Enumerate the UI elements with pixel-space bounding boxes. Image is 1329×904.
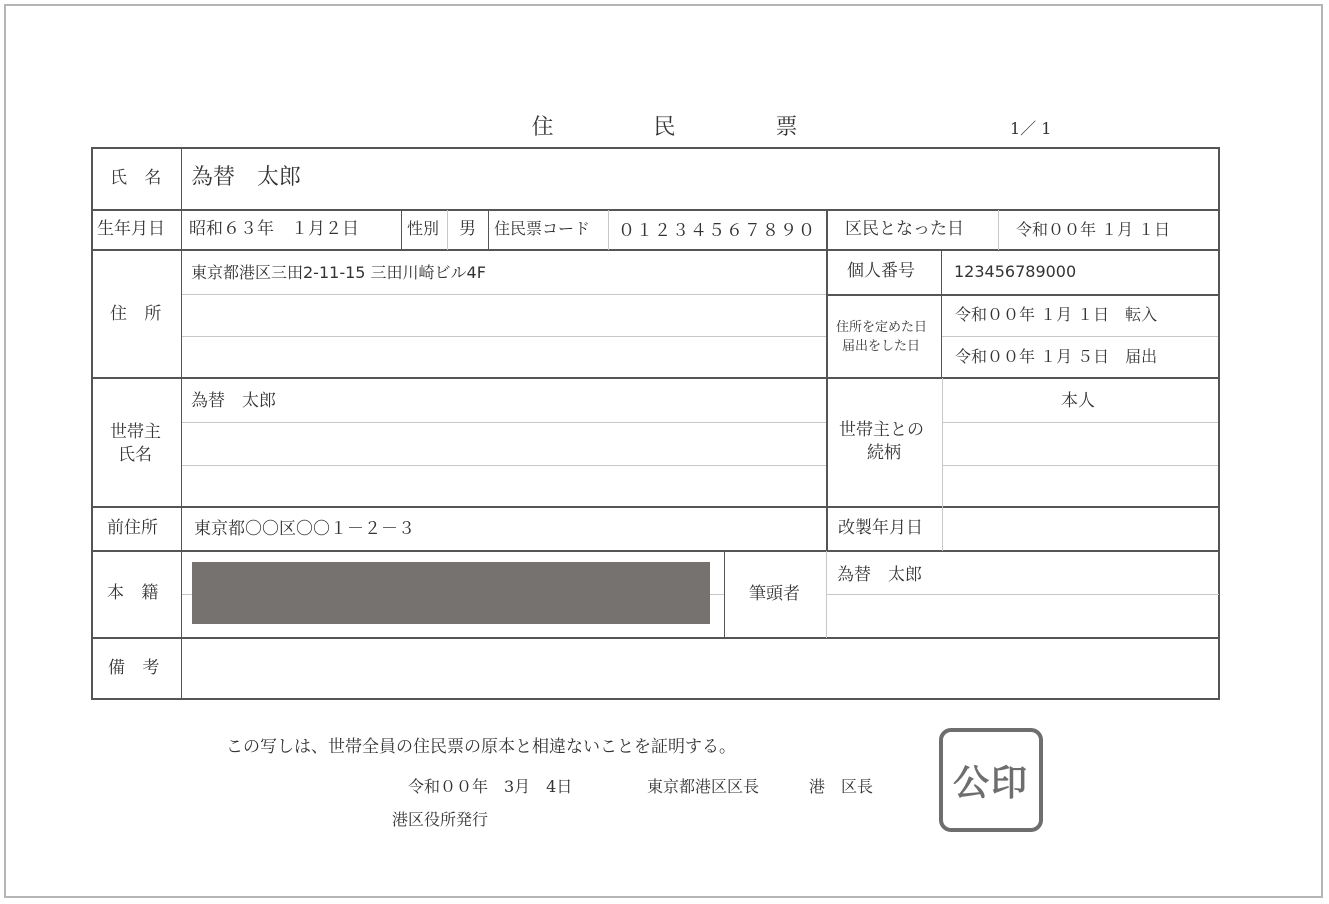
value-became-resident-date: 令和００年 １月 １日 [1016, 220, 1171, 239]
value-head-of-register: 為替 太郎 [837, 565, 922, 585]
title-char-1: 住 [531, 115, 554, 140]
label-householder-line2: 氏名 [118, 445, 152, 465]
mayor: 港 区長 [809, 777, 874, 796]
label-notification-date: 届出をした日 [842, 339, 921, 354]
issuer: 東京都港区区長 [647, 777, 760, 796]
title-char-2: 民 [653, 115, 676, 140]
issue-date: 令和００年 3月 4日 [408, 777, 573, 796]
label-name: 氏 名 [110, 168, 168, 188]
label-juminhyo-code: 住民票コード [494, 219, 591, 238]
value-address-line1: 東京都港区三田2-11-15 三田川崎ビル4F [191, 263, 486, 282]
label-head-of-register: 筆頭者 [749, 584, 800, 604]
label-relation-line2: 続柄 [867, 443, 901, 463]
value-householder: 為替 太郎 [191, 391, 276, 411]
label-remarks: 備 考 [108, 658, 166, 678]
label-address-set-date: 住所を定めた日 [836, 320, 928, 335]
label-individual-number: 個人番号 [847, 261, 915, 281]
official-seal: 公印 [939, 728, 1043, 832]
label-relation-line1: 世帯主との [839, 420, 924, 440]
label-revision-date: 改製年月日 [838, 518, 923, 538]
label-became-resident-date: 区民となった日 [845, 219, 964, 239]
value-previous-address: 東京都〇〇区〇〇１－２－３ [194, 519, 415, 539]
title-char-3: 票 [775, 115, 798, 140]
value-juminhyo-code: ０１２３４５６７８９０ [618, 221, 816, 241]
value-name: 為替 太郎 [191, 165, 302, 190]
issuing-office: 港区役所発行 [392, 810, 489, 829]
certification-text: この写しは、世帯全員の住民票の原本と相違ないことを証明する。 [226, 737, 736, 757]
value-birthdate: 昭和６３年 １月２日 [189, 219, 359, 239]
page-number: 1／ 1 [1010, 119, 1052, 138]
value-notification-date: 令和００年 １月 ５日 届出 [955, 347, 1158, 366]
value-relation: 本人 [1061, 391, 1095, 411]
label-address: 住 所 [110, 304, 168, 324]
label-sex: 性別 [407, 219, 440, 238]
label-birthdate: 生年月日 [97, 219, 165, 239]
honseki-redaction [192, 562, 710, 624]
value-address-set-date: 令和００年 １月 １日 転入 [955, 305, 1158, 324]
label-householder-line1: 世帯主 [110, 422, 161, 442]
value-sex: 男 [459, 219, 476, 239]
label-previous-address: 前住所 [107, 518, 158, 538]
value-individual-number: 123456789000 [954, 262, 1077, 281]
label-honseki: 本 籍 [107, 583, 165, 603]
